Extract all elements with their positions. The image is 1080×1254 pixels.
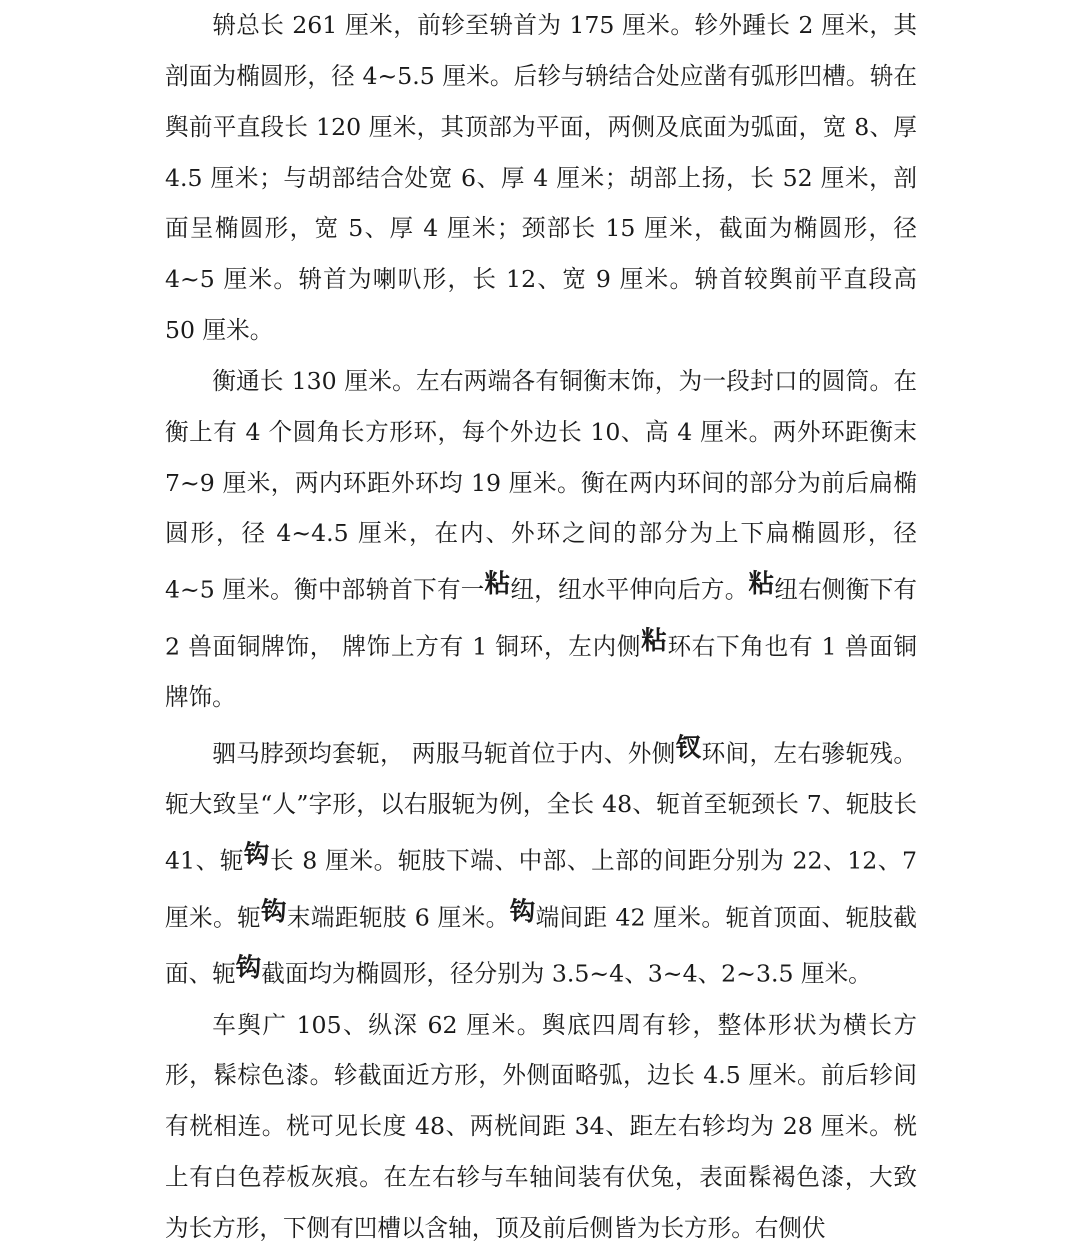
paragraph-text: 截面均为椭圆形，径分别为 3.5~4、3~4、2~3.5 厘米。 bbox=[261, 959, 872, 988]
document-page bbox=[165, 0, 917, 1242]
paragraph-text: 纽右侧衡下有 2 兽面铜牌饰， 牌饰上方有 1 铜环，左内侧 bbox=[165, 575, 917, 661]
paragraph-text: 辀总长 261 厘米，前轸至辀首为 175 厘米。轸外踵长 2 厘米，其剖面为椭圆形，径 4~5.5 厘米。后轸与辀结合处应凿有弧形凹槽。辀在舆前平直段长 120 厘米，其顶部为平面，两侧及底面为弧面，宽 8、厚 4.5 厘米；与胡部结合处宽 6、厚 4 厘米；胡部上扬，长 52 厘米，剖面呈椭圆形，宽 5、厚 4 厘米；颈部长 15 厘米，截面为椭圆形，径 4~5 厘米。辀首为喇叭形，长 12、宽 9 厘米。辀首较舆前平直段高 50 厘米。 bbox=[165, 11, 917, 345]
special-character: 钗 bbox=[675, 733, 702, 763]
paragraph-text: 端间距 42 厘米。轭首顶面、轭肢截面、轭 bbox=[165, 903, 917, 988]
paragraph-text: 纽，纽水平伸向后方。 bbox=[510, 575, 749, 604]
paragraph-text: 环间，左右骖轭残。轭大致呈“人”字形，以右服轭为例，全长 48、轭首至轭颈长 7、轭肢长 41、轭 bbox=[165, 739, 917, 875]
special-character: 粘 bbox=[641, 625, 668, 656]
paragraph-text: 车舆广 105、纵深 62 厘米。舆底四周有轸，整体形状为横长方形，髹棕色漆。轸截面近方形，外侧面略弧，边长 4.5 厘米。前后轸间有桄相连。桄可见长度 48、两桄间距 34、距左右轸均为 28 厘米。桄上有白色荐板灰痕。在左右轸与车轴间装有伏兔，表面髹褐色漆，大致为长方形，下侧有凹槽以含轴，顶及前后侧皆为长方形。右侧伏 bbox=[165, 1010, 917, 1242]
paragraph-cheyu bbox=[165, 1000, 917, 1254]
special-character: 钩 bbox=[235, 953, 262, 984]
paragraph-e bbox=[165, 723, 917, 1000]
paragraph-zhou bbox=[165, 0, 917, 356]
paragraph-text: 长 8 厘米。轭肢下端、中部、上部的间距分别为 22、12、7 厘米。轭 bbox=[165, 846, 917, 932]
special-character: 钩 bbox=[261, 896, 287, 927]
paragraph-text: 环右下角也有 1 兽面铜牌饰。 bbox=[165, 632, 917, 712]
special-character: 钩 bbox=[243, 840, 270, 871]
paragraph-heng bbox=[165, 356, 917, 723]
paragraph-text: 末端距轭肢 6 厘米。 bbox=[286, 903, 510, 932]
special-character: 粘 bbox=[748, 569, 775, 600]
paragraph-text: 衡通长 130 厘米。左右两端各有铜衡末饰，为一段封口的圆筒。在衡上有 4 个圆角长方形环，每个外边长 10、高 4 厘米。两外环距衡末 7~9 厘米，两内环距外环均 19 厘米。衡在两内环间的部分为前后扁椭圆形，径 4~4.5 厘米，在内、外环之间的部分为上下扁椭圆形，径 4~5 厘米。衡中部辀首下有一 bbox=[165, 366, 917, 604]
special-character: 钩 bbox=[509, 896, 536, 927]
paragraph-text: 驷马脖颈均套轭， 两服马轭首位于内、外侧 bbox=[212, 739, 676, 768]
special-character: 粘 bbox=[484, 569, 511, 600]
